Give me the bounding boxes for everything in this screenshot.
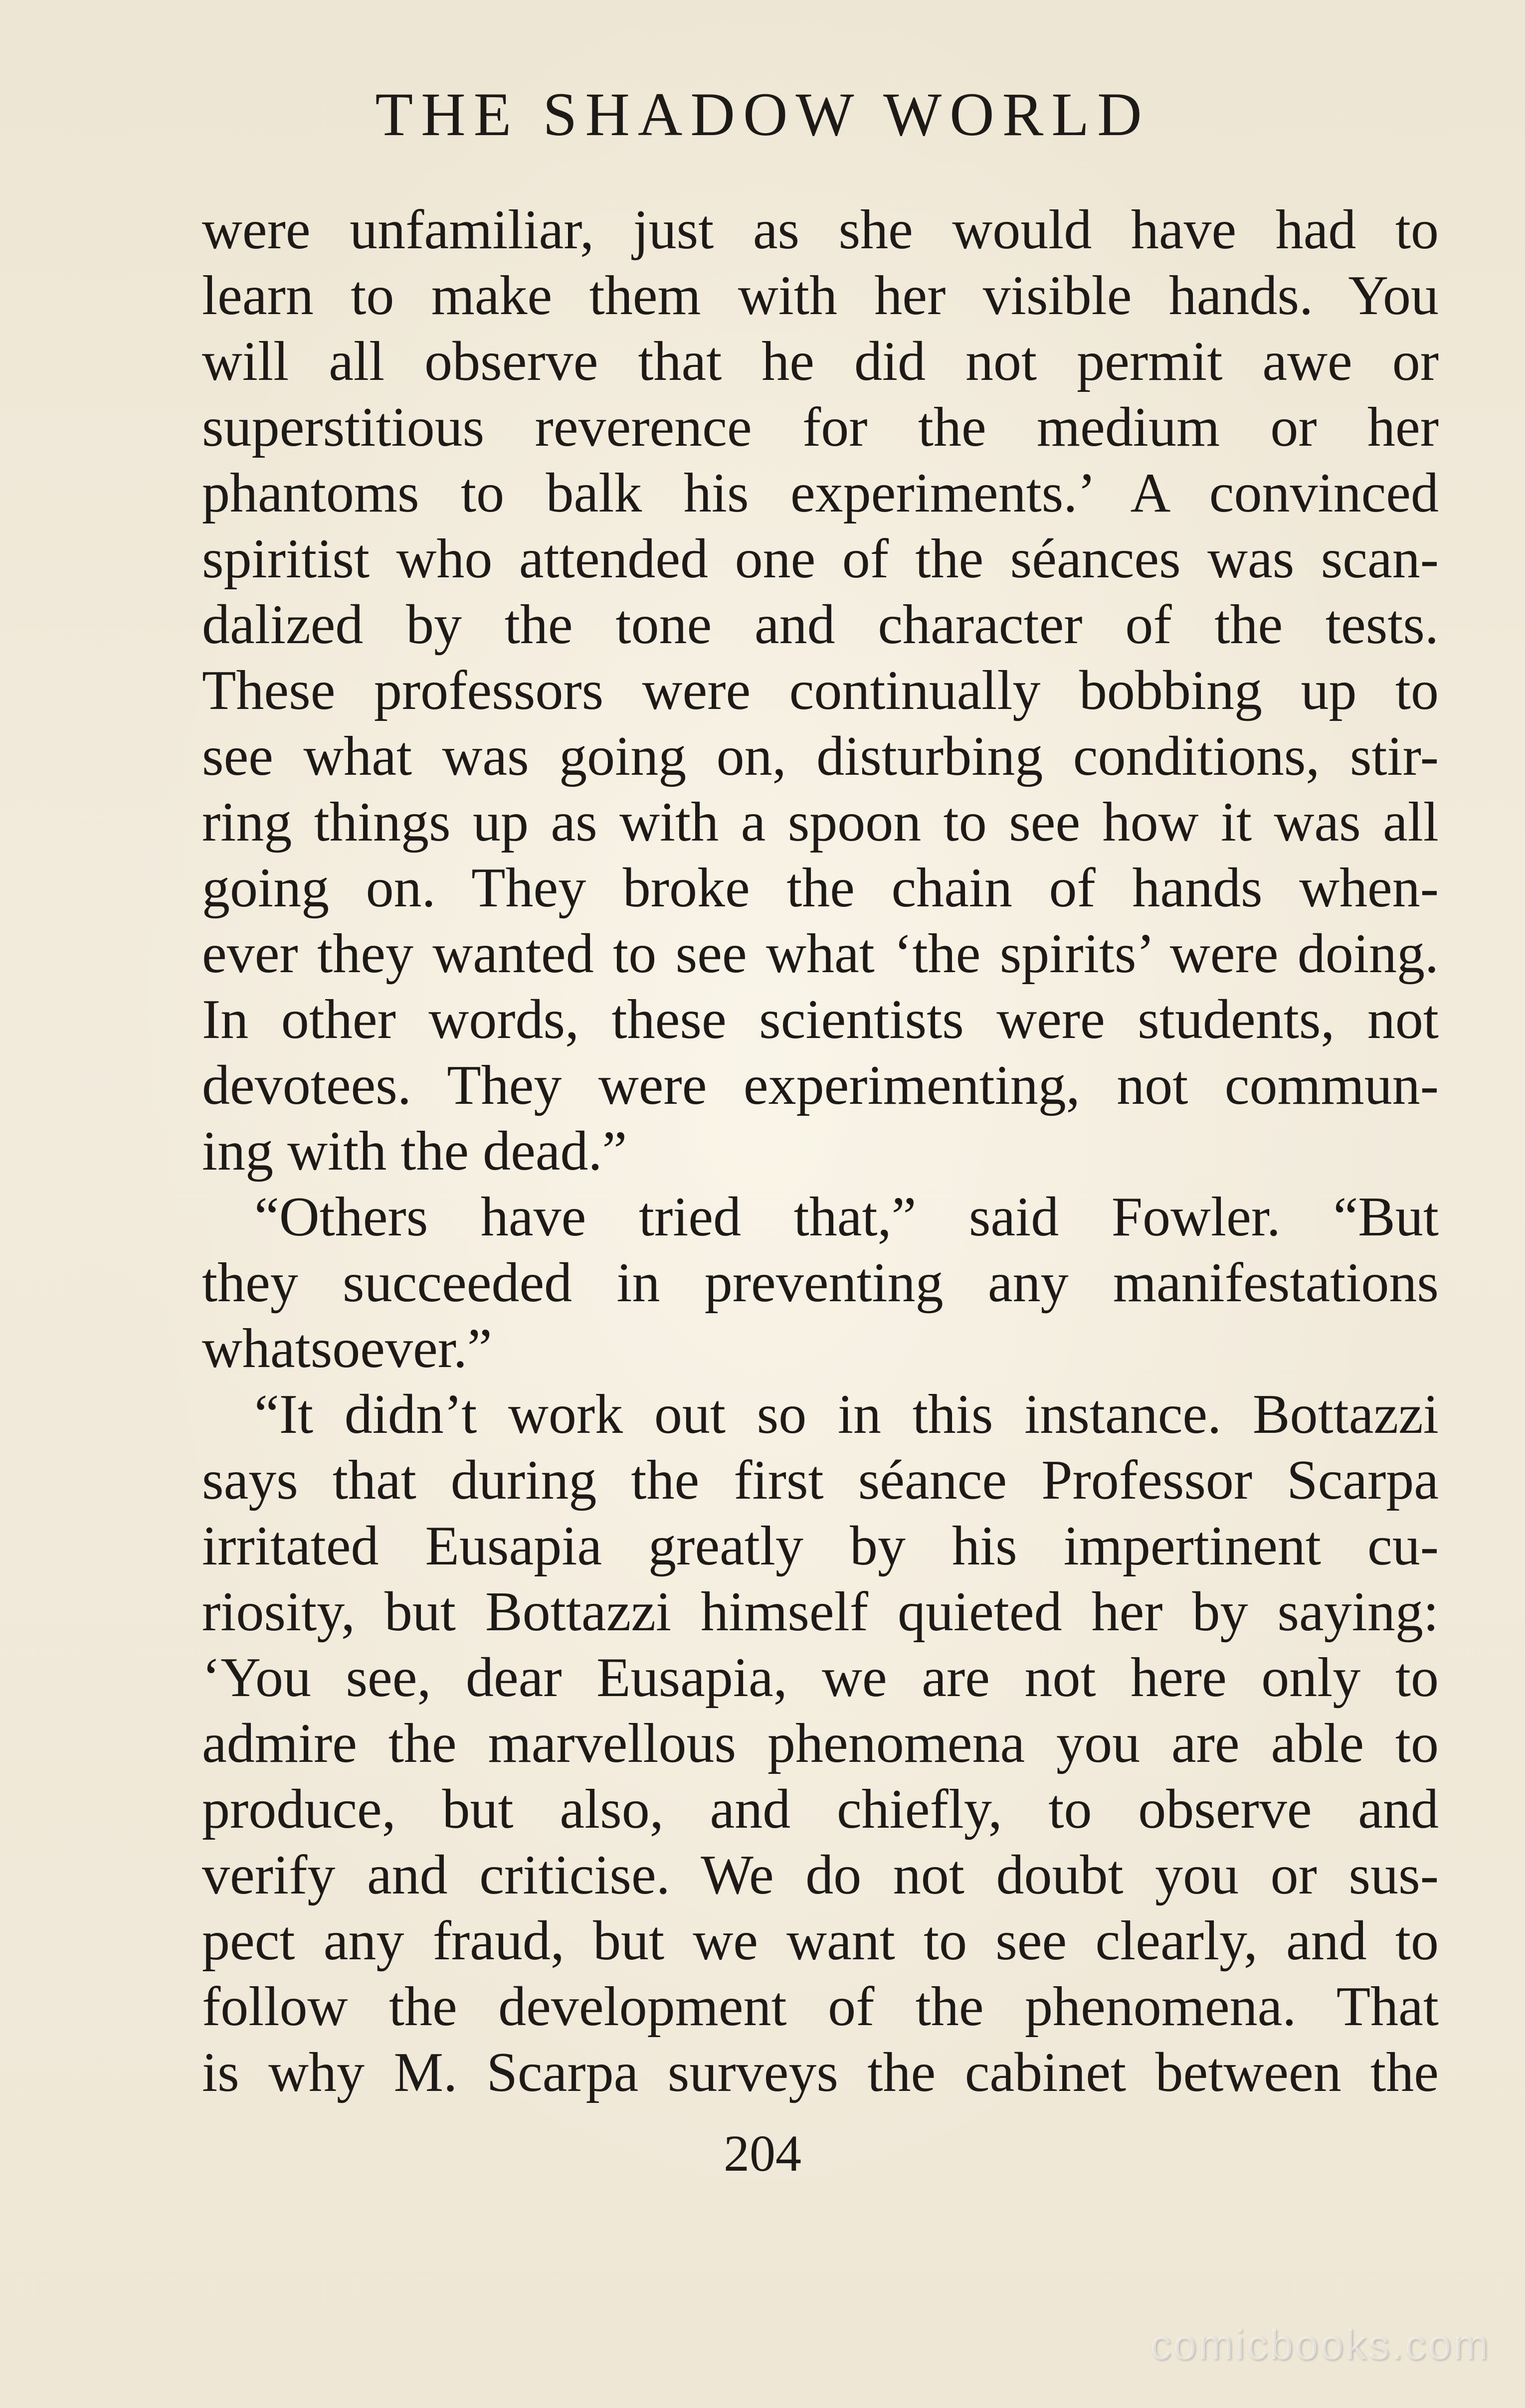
text-line: dalized by the tone and character of the tests.	[202, 594, 1439, 656]
text-line: follow the development of the phenomena. That	[202, 1976, 1439, 2038]
text-line: ing with the dead.”	[202, 1120, 627, 1182]
text-line: phantoms to balk his experiments.’ A convinced	[202, 462, 1439, 524]
page-number: 204	[724, 2125, 801, 2182]
text-line: verify and criticise. We do not doubt you or sus-	[202, 1844, 1439, 1906]
text-line: they succeeded in preventing any manifestations	[202, 1252, 1439, 1314]
text-line: will all observe that he did not permit awe or	[202, 331, 1439, 392]
text-line: “It didn’t work out so in this instance. Bottazzi	[254, 1383, 1439, 1445]
body-text	[202, 197, 1439, 2105]
text-line: is why M. Scarpa surveys the cabinet between the	[202, 2042, 1439, 2103]
text-line: irritated Eusapia greatly by his impertinent cu-	[202, 1515, 1439, 1577]
text-line: were unfamiliar, just as she would have had to	[202, 199, 1439, 261]
text-line: admire the marvellous phenomena you are able to	[202, 1713, 1439, 1774]
text-line: whatsoever.”	[202, 1318, 492, 1379]
text-line: ‘You see, dear Eusapia, we are not here only to	[202, 1647, 1439, 1709]
text-line: says that during the first séance Professor Scarpa	[202, 1449, 1439, 1511]
text-line: ever they wanted to see what ‘the spirits’ were doing.	[202, 923, 1439, 985]
text-line: riosity, but Bottazzi himself quieted her by saying:	[202, 1581, 1439, 1643]
text-line: produce, but also, and chiefly, to observe and	[202, 1778, 1439, 1840]
text-line: going on. They broke the chain of hands when-	[202, 857, 1439, 919]
watermark: comicbooks.com	[1150, 2321, 1490, 2368]
text-line: superstitious reverence for the medium or her	[202, 396, 1439, 458]
text-line: pect any fraud, but we want to see clearly, and to	[202, 1910, 1439, 1972]
text-line: learn to make them with her visible hands. You	[202, 265, 1439, 327]
text-line: see what was going on, disturbing conditions, stir-	[202, 725, 1439, 787]
text-line: devotees. They were experimenting, not commun-	[202, 1054, 1439, 1116]
text-line: ring things up as with a spoon to see how it was all	[202, 791, 1439, 853]
text-line: spiritist who attended one of the séances was scan-	[202, 528, 1439, 590]
text-line: “Others have tried that,” said Fowler. “But	[254, 1186, 1439, 1248]
text-line: These professors were continually bobbing up to	[202, 660, 1439, 721]
text-line: In other words, these scientists were students, not	[202, 989, 1439, 1050]
running-head: THE SHADOW WORLD	[375, 80, 1150, 149]
